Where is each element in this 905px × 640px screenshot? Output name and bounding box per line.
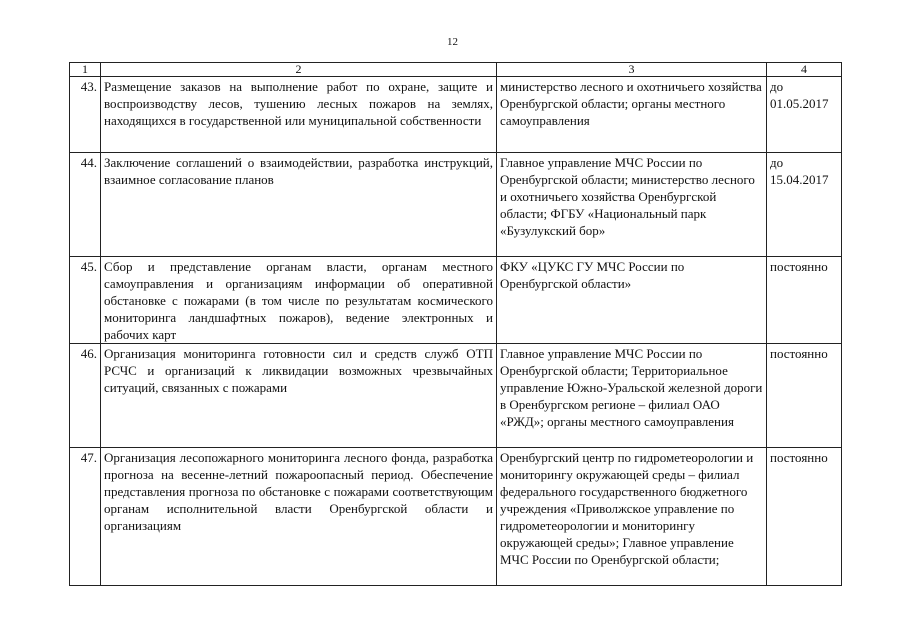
header-col-1: 1 — [70, 63, 101, 77]
responsible-executor: министерство лесного и охотничьего хозяйства Оренбургской области; органы местного самоуправления — [497, 77, 767, 153]
table-row — [70, 448, 842, 586]
responsible-executor: Главное управление МЧС России по Оренбургской области; Территориальное управление Южно-Уральской железной дороги в Оренбургском регионе – филиал ОАО «РЖД»; органы местного самоуправления — [497, 344, 767, 448]
table-row — [70, 344, 842, 448]
deadline: постоянно — [767, 448, 842, 586]
responsible-executor: Оренбургский центр по гидрометеорологии и мониторингу окружающей среды – филиал федерального государственного бюджетного учреждения «Приволжское управление по гидрометеорологии и мониторингу окружающей среды»; Главное управление МЧС России по Оренбургской области; — [497, 448, 767, 586]
responsible-executor: ФКУ «ЦУКС ГУ МЧС России по Оренбургской области» — [497, 257, 767, 344]
table-header-row — [70, 63, 842, 77]
measure-description: Размещение заказов на выполнение работ по охране, защите и воспроизводству лесов, тушению лесных пожаров на землях, находящихся в государственной или муниципальной собственности — [101, 77, 497, 153]
deadline: постоянно — [767, 257, 842, 344]
row-number: 46. — [70, 344, 101, 448]
page-number: 12 — [447, 36, 458, 48]
table-row — [70, 77, 842, 153]
measure-description: Сбор и представление органам власти, органам местного самоуправления и организациям информации об оперативной обстановке с пожарами (в том числе по результатам космического мониторинга ландшафтных пожаров), ведение электронных и рабочих карт — [101, 257, 497, 344]
deadline: до 01.05.2017 — [767, 77, 842, 153]
deadline: постоянно — [767, 344, 842, 448]
header-col-3: 3 — [497, 63, 767, 77]
measures-table — [69, 62, 842, 586]
row-number: 47. — [70, 448, 101, 586]
header-col-4: 4 — [767, 63, 842, 77]
row-number: 43. — [70, 77, 101, 153]
header-col-2: 2 — [101, 63, 497, 77]
row-number: 45. — [70, 257, 101, 344]
row-number: 44. — [70, 153, 101, 257]
measure-description: Заключение соглашений о взаимодействии, разработка инструкций, взаимное согласование планов — [101, 153, 497, 257]
responsible-executor: Главное управление МЧС России по Оренбургской области; министерство лесного и охотничьего хозяйства Оренбургской области; ФГБУ «Национальный парк «Бузулукский бор» — [497, 153, 767, 257]
measure-description: Организация мониторинга готовности сил и средств служб ОТП РСЧС и организаций к ликвидации возможных чрезвычайных ситуаций, связанных с пожарами — [101, 344, 497, 448]
measure-description: Организация лесопожарного мониторинга лесного фонда, разработка прогноза на весенне-летний пожароопасный период. Обеспечение представления прогноза по обстановке с пожарами соответствующим органам исполнительной власти Оренбургской области и организациям — [101, 448, 497, 586]
table-row — [70, 257, 842, 344]
table-row — [70, 153, 842, 257]
deadline: до 15.04.2017 — [767, 153, 842, 257]
